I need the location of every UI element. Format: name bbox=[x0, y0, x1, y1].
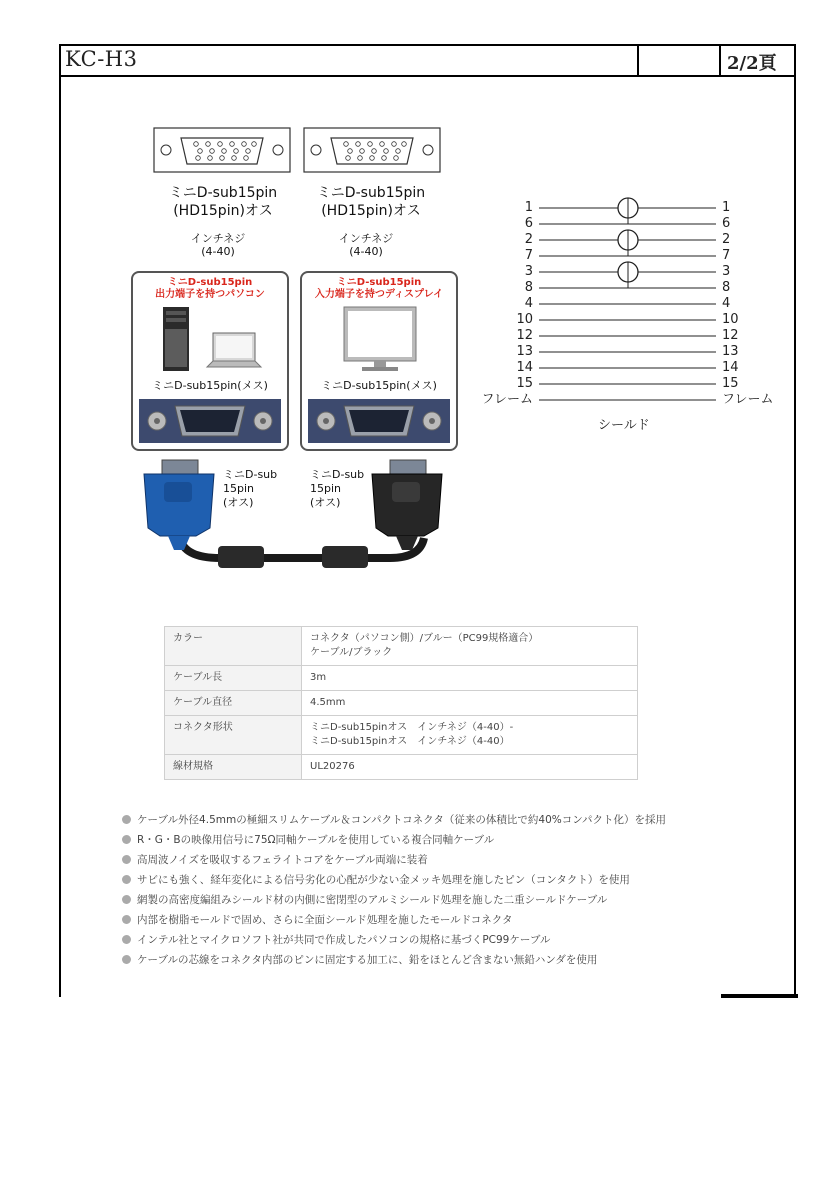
device-box-display bbox=[300, 271, 458, 451]
pin-label-right: フレーム bbox=[722, 392, 774, 407]
spec-value-line: ミニD-sub15pinオス インチネジ（4-40） bbox=[310, 736, 510, 747]
connector-label-right bbox=[296, 184, 446, 220]
pin-label-left: 6 bbox=[524, 216, 533, 231]
header-bar bbox=[59, 44, 796, 77]
device-title-line: 出力端子を持つパソコン bbox=[155, 289, 265, 300]
spec-key: 線材規格 bbox=[165, 755, 302, 780]
feature-text: ケーブルの芯線をコネクタ内部のピンに固定する加工に、鉛をほとんど含まない無鉛ハンダを使用 bbox=[137, 954, 598, 966]
pin-label-right: 10 bbox=[722, 312, 739, 327]
pin-label-left: フレーム bbox=[481, 392, 533, 407]
connector-type: ミニD-sub15pin bbox=[316, 185, 426, 201]
pin-label-right: 1 bbox=[722, 200, 731, 215]
spec-key: ケーブル直径 bbox=[165, 691, 302, 716]
feature-text: 網製の高密度編組みシールド材の内側に密閉型のアルミシールド処理を施した二重シールドケーブル bbox=[137, 894, 608, 906]
spec-value-line: 4.5mm bbox=[310, 697, 346, 708]
screw-label-right bbox=[316, 232, 416, 258]
display-monitor-icon bbox=[340, 305, 420, 375]
feature-item bbox=[122, 932, 666, 952]
cable-label-line: 15pin bbox=[310, 482, 342, 495]
spec-table bbox=[164, 626, 638, 780]
spec-value-line: コネクタ（パソコン側）/ブルー（PC99規格適合） bbox=[310, 633, 539, 644]
pin-label-right: 8 bbox=[722, 280, 731, 295]
screw-type: インチネジ bbox=[190, 232, 246, 245]
spec-key: ケーブル長 bbox=[165, 666, 302, 691]
black-plug-icon bbox=[372, 460, 442, 550]
spec-value bbox=[302, 666, 638, 691]
pin-label-left: 1 bbox=[524, 200, 533, 215]
bullet-icon bbox=[122, 815, 131, 824]
page-number: 2/2頁 bbox=[727, 53, 777, 74]
pin-label-right: 14 bbox=[722, 360, 739, 375]
feature-item bbox=[122, 892, 666, 912]
feature-text: 内部を樹脂モールドで固め、さらに全面シールド処理を施したモールドコネクタ bbox=[137, 914, 513, 926]
pin-label-left: 2 bbox=[524, 232, 533, 247]
connector-type: ミニD-sub15pin bbox=[168, 185, 278, 201]
spec-value-line: ミニD-sub15pinオス インチネジ（4-40）- bbox=[310, 722, 514, 733]
feature-item bbox=[122, 812, 666, 832]
pin-label-left: 14 bbox=[516, 360, 533, 375]
bullet-icon bbox=[122, 915, 131, 924]
cable-label-line: ミニD-sub bbox=[310, 468, 365, 481]
pin-label-right: 3 bbox=[722, 264, 731, 279]
feature-text: 高周波ノイズを吸収するフェライトコアをケーブル両端に装着 bbox=[137, 854, 428, 866]
cable-label-right bbox=[310, 468, 364, 510]
screw-label-left bbox=[168, 232, 268, 258]
cable-label-line: 15pin bbox=[223, 482, 255, 495]
spec-value bbox=[302, 716, 638, 755]
spec-key: コネクタ形状 bbox=[165, 716, 302, 755]
wiring-lines bbox=[535, 190, 720, 410]
female-port-label: ミニD-sub15pin(メス) bbox=[321, 379, 437, 392]
spec-row bbox=[165, 666, 638, 691]
pin-label-right: 2 bbox=[722, 232, 731, 247]
pc-tower-icon bbox=[157, 305, 267, 375]
connector-face-right bbox=[304, 128, 440, 172]
device-title-line: ミニD-sub15pin bbox=[167, 277, 253, 288]
spec-key: カラー bbox=[165, 627, 302, 666]
shield-label: シールド bbox=[598, 418, 650, 433]
feature-text: サビにも強く、経年変化による信号劣化の心配が少ない金メッキ処理を施したピン（コンタクト）を使用 bbox=[137, 874, 630, 886]
pin-label-right: 4 bbox=[722, 296, 731, 311]
device-title bbox=[133, 277, 287, 301]
pin-label-left: 8 bbox=[524, 280, 533, 295]
cable-illustration bbox=[140, 458, 450, 570]
spec-row bbox=[165, 716, 638, 755]
bullet-icon bbox=[122, 955, 131, 964]
feature-list bbox=[122, 812, 666, 972]
spec-value bbox=[302, 755, 638, 780]
pin-label-left: 12 bbox=[516, 328, 533, 343]
device-box-pc bbox=[131, 271, 289, 451]
pin-label-right: 13 bbox=[722, 344, 739, 359]
spec-value-line: ケーブル/ブラック bbox=[310, 647, 393, 658]
connector-gender: (HD15pin)オス bbox=[173, 203, 273, 219]
header-divider bbox=[719, 44, 721, 75]
female-port-icon bbox=[139, 399, 281, 443]
screw-size: (4-40) bbox=[201, 245, 235, 258]
feature-item bbox=[122, 832, 666, 852]
connector-face-left bbox=[154, 128, 290, 172]
feature-text: ケーブル外径4.5mmの極細スリムケーブル＆コンパクトコネクタ（従来の体積比で約40%コンパクト化）を採用 bbox=[137, 814, 667, 826]
spec-value bbox=[302, 627, 638, 666]
spec-row bbox=[165, 691, 638, 716]
bullet-icon bbox=[122, 895, 131, 904]
device-title-line: 入力端子を持つディスプレイ bbox=[314, 289, 444, 300]
feature-text: R・G・Bの映像用信号に75Ω同軸ケーブルを使用している複合同軸ケーブル bbox=[137, 834, 495, 846]
connector-gender: (HD15pin)オス bbox=[321, 203, 421, 219]
pin-label-right: 15 bbox=[722, 376, 739, 391]
connector-faces bbox=[150, 126, 445, 176]
device-title-line: ミニD-sub15pin bbox=[336, 277, 422, 288]
spec-value-line: 3m bbox=[310, 672, 327, 683]
pin-label-right: 12 bbox=[722, 328, 739, 343]
spec-value-line: UL20276 bbox=[310, 761, 355, 772]
pin-label-left: 13 bbox=[516, 344, 533, 359]
pin-label-left: 4 bbox=[524, 296, 533, 311]
screw-type: インチネジ bbox=[338, 232, 394, 245]
bullet-icon bbox=[122, 875, 131, 884]
female-port-icon bbox=[308, 399, 450, 443]
feature-text: インテル社とマイクロソフト社が共同で作成したパソコンの規格に基づくPC99ケーブル bbox=[137, 934, 551, 946]
pin-label-left: 3 bbox=[524, 264, 533, 279]
cable-label-left bbox=[223, 468, 277, 510]
model-code: KC-H3 bbox=[65, 47, 138, 71]
female-port-label: ミニD-sub15pin(メス) bbox=[152, 379, 268, 392]
feature-item bbox=[122, 912, 666, 932]
bullet-icon bbox=[122, 935, 131, 944]
cable-label-line: ミニD-sub bbox=[223, 468, 278, 481]
blue-plug-icon bbox=[144, 460, 214, 550]
screw-size: (4-40) bbox=[349, 245, 383, 258]
spec-row bbox=[165, 755, 638, 780]
spec-row bbox=[165, 627, 638, 666]
bottom-rule bbox=[721, 994, 798, 998]
cable-label-line: (オス) bbox=[223, 496, 254, 509]
pin-label-left: 10 bbox=[516, 312, 533, 327]
pin-label-right: 7 bbox=[722, 248, 731, 263]
feature-item bbox=[122, 872, 666, 892]
connector-label-left bbox=[148, 184, 298, 220]
bullet-icon bbox=[122, 855, 131, 864]
feature-item bbox=[122, 852, 666, 872]
header-divider bbox=[637, 44, 639, 75]
device-title bbox=[302, 277, 456, 301]
cable-label-line: (オス) bbox=[310, 496, 341, 509]
spec-value bbox=[302, 691, 638, 716]
feature-item bbox=[122, 952, 666, 972]
pin-label-right: 6 bbox=[722, 216, 731, 231]
bullet-icon bbox=[122, 835, 131, 844]
pin-label-left: 15 bbox=[516, 376, 533, 391]
pin-label-left: 7 bbox=[524, 248, 533, 263]
